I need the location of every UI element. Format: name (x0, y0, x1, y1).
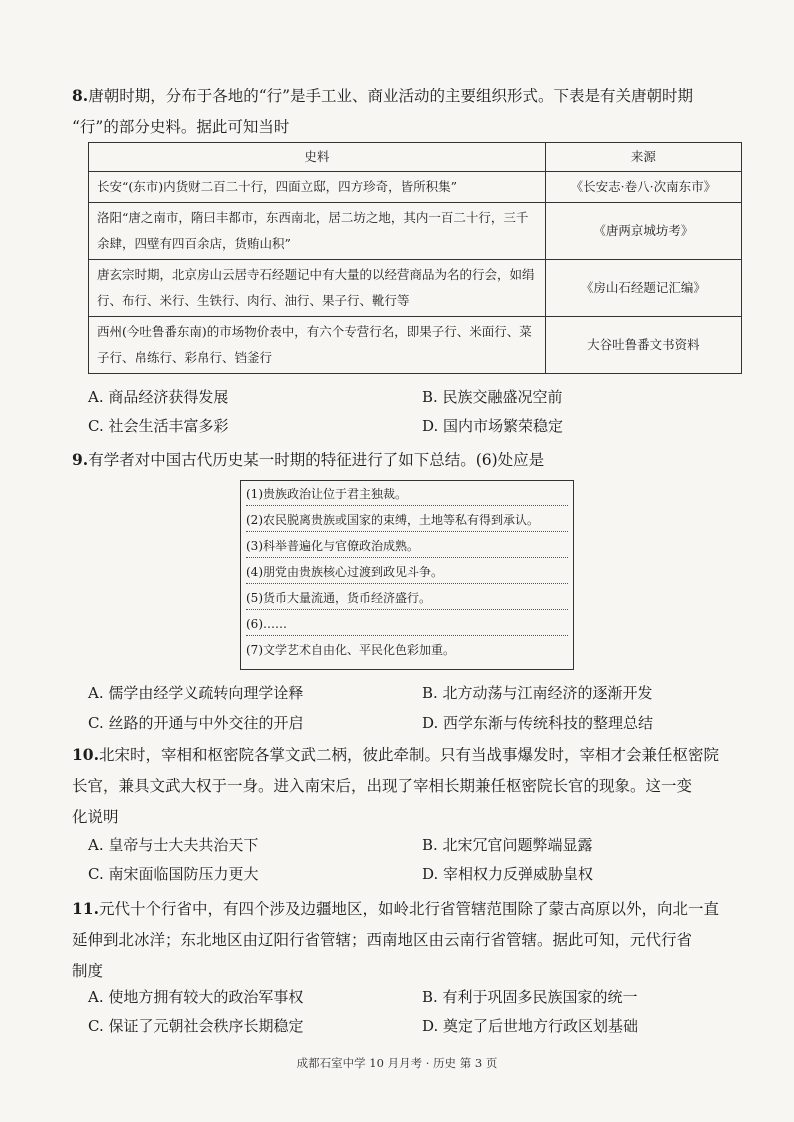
summary-item: (2)农民脱离贵族或国家的束缚，土地等私有得到承认。 (246, 509, 568, 532)
table-cell-source: 《长安志·卷八·次南东市》 (545, 172, 741, 203)
summary-item: (4)朋党由贵族核心过渡到政见斗争。 (246, 561, 568, 584)
question-stem: 元代十个行省中，有四个涉及边疆地区，如岭北行省管辖范围除了蒙古高原以外，向北一直 (98, 900, 719, 918)
table-cell-source: 大谷吐鲁番文书资料 (545, 317, 741, 374)
summary-item: (6)…… (246, 613, 568, 636)
option-c[interactable]: C. 社会生活丰富多彩 (88, 417, 229, 435)
table-cell-text: 长安“(东市)内货财二百二十行，四面立邸，四方珍奇，皆所积集” (89, 172, 546, 203)
option-d[interactable]: D. 国内市场繁荣稳定 (422, 417, 564, 435)
table-row (89, 203, 742, 260)
option-c[interactable]: C. 保证了元朝社会秩序长期稳定 (88, 1017, 304, 1035)
table-cell-text: 西州(今吐鲁番东南)的市场物价表中，有六个专营行名，即果子行、米面行、菜子行、帛练行、彩帛行、铛釜行 (89, 317, 546, 374)
summary-item: (1)贵族政治让位于君主独裁。 (246, 483, 568, 506)
question-number: 8. (72, 86, 89, 105)
option-d[interactable]: D. 西学东渐与传统科技的整理总结 (422, 714, 654, 732)
question-8 (72, 80, 742, 143)
table-cell-source: 《唐两京城坊考》 (545, 203, 741, 260)
question-stem: 制度 (72, 962, 104, 980)
question-number: 11. (72, 899, 99, 918)
table-cell-source: 《房山石经题记汇编》 (545, 260, 741, 317)
summary-item: (3)科举普遍化与官僚政治成熟。 (246, 535, 568, 558)
option-d[interactable]: D. 奠定了后世地方行政区划基础 (422, 1017, 639, 1035)
option-c[interactable]: C. 南宋面临国防压力更大 (88, 865, 259, 883)
table-header-row (89, 143, 742, 172)
table-header: 史料 (89, 143, 546, 172)
question-stem: 有学者对中国古代历史某一时期的特征进行了如下总结。(6)处应是 (88, 451, 545, 469)
table-cell-text: 唐玄宗时期，北京房山云居寺石经题记中有大量的以经营商品为名的行会，如绢行、布行、米行、生铁行、肉行、油行、果子行、靴行等 (89, 260, 546, 317)
question-stem: 化说明 (72, 808, 119, 826)
summary-item: (7)文学艺术自由化、平民化色彩加重。 (246, 643, 455, 657)
source-table (88, 142, 742, 374)
summary-item: (5)货币大量流通，货币经济盛行。 (246, 587, 568, 610)
question-10 (72, 739, 742, 833)
question-stem: 北宋时，宰相和枢密院各掌文武二柄，彼此牵制。只有当战事爆发时，宰相才会兼任枢密院 (98, 746, 719, 764)
question-number: 10. (72, 745, 99, 764)
option-a[interactable]: A. 皇帝与士大夫共治天下 (88, 836, 259, 854)
question-stem: “行”的部分史料。据此可知当时 (72, 118, 290, 136)
option-a[interactable]: A. 使地方拥有较大的政治军事权 (88, 988, 304, 1006)
table-row (89, 260, 742, 317)
option-c[interactable]: C. 丝路的开通与中外交往的开启 (88, 714, 304, 732)
question-stem: 长官，兼具文武大权于一身。进入南宋后，出现了宰相长期兼任枢密院长官的现象。这一变 (72, 777, 693, 795)
option-d[interactable]: D. 宰相权力反弹威胁皇权 (422, 865, 594, 883)
question-number: 9. (72, 450, 89, 469)
question-stem: 唐朝时期，分布于各地的“行”是手工业、商业活动的主要组织形式。下表是有关唐朝时期 (88, 87, 694, 105)
option-b[interactable]: B. 有利于巩固多民族国家的统一 (422, 988, 638, 1006)
question-11 (72, 893, 742, 987)
table-row (89, 172, 742, 203)
summary-box (240, 480, 574, 670)
page-footer: 成都石室中学 10 月月考 · 历史 第 3 页 (296, 1056, 498, 1070)
option-a[interactable]: A. 商品经济获得发展 (88, 388, 229, 406)
table-header: 来源 (545, 143, 741, 172)
question-9 (72, 444, 742, 476)
option-b[interactable]: B. 民族交融盛况空前 (422, 388, 563, 406)
question-stem: 延伸到北冰洋；东北地区由辽阳行省管辖；西南地区由云南行省管辖。据此可知，元代行省 (72, 931, 693, 949)
table-cell-text: 洛阳“唐之南市，隋曰丰都市，东西南北，居二坊之地，其内一百二十行，三千余肆，四壁有四百余店，货贿山积” (89, 203, 546, 260)
option-b[interactable]: B. 北方动荡与江南经济的逐渐开发 (422, 684, 653, 702)
option-a[interactable]: A. 儒学由经学义疏转向理学诠释 (88, 684, 304, 702)
option-b[interactable]: B. 北宋冗官问题弊端显露 (422, 836, 593, 854)
table-row (89, 317, 742, 374)
